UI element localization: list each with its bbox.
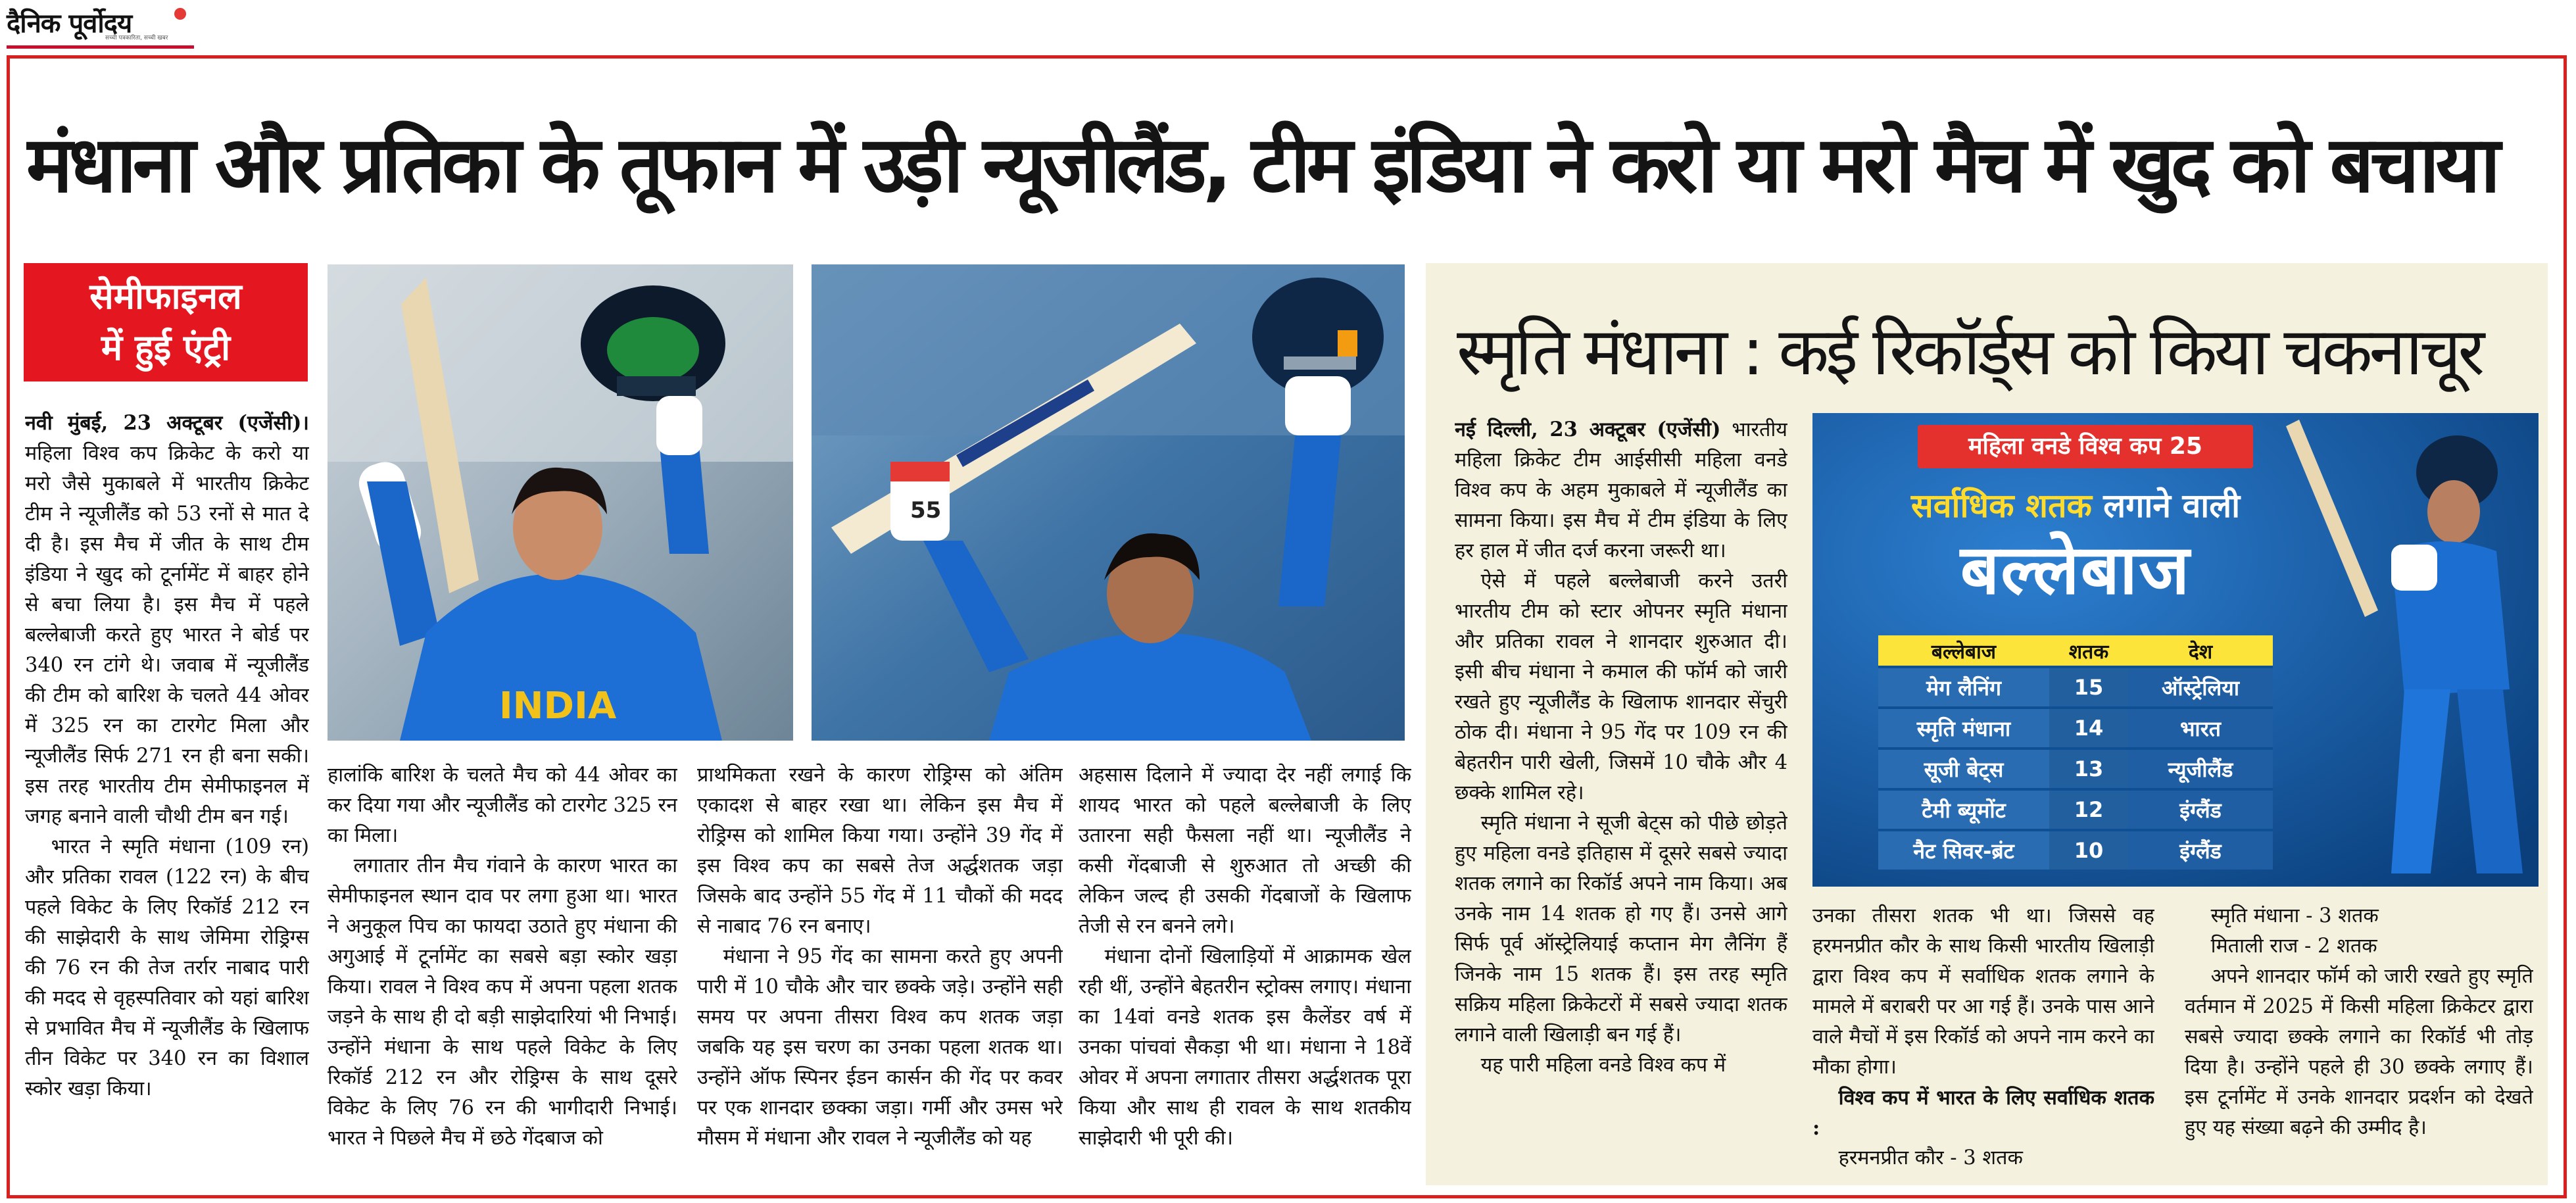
story-paragraph: मंधाना दोनों खिलाड़ियों में आक्रामक खेल रही थीं, उन्होंने बेहतरीन स्ट्रोक्स लगाए। मंधाना का 14वां वनडे शतक इस कैलेंडर वर्ष में उनका पांचवां सैकड़ा भी था। मंधाना ने 18वें ओवर में अपना लगातार तीसरा अर्द्धशतक पूरा किया और साथ ही रावल के साथ शतकीय साझेदारी भी पूरी की। xyxy=(1079,945,1411,1150)
main-headline: मंधाना और प्रतिका के तूफान में उड़ी न्यूजीलैंड, टीम इंडिया ने करो या मरो मैच में खुद को बचाया xyxy=(26,119,2497,210)
graphic-subtitle-highlight: सर्वाधिक शतक xyxy=(1910,487,2092,525)
table-cell: टैमी ब्यूमोंट xyxy=(1878,789,2049,830)
list-item: मिताली राज - 2 शतक xyxy=(2210,935,2377,958)
story-column-1 xyxy=(25,408,309,1184)
story-paragraph: भारत ने स्मृति मंधाना (109 रन) और प्रतिका रावल (122 रन) के बीच पहले विकेट के लिए रिकॉर्ड 212 रन की साझेदारी के साथ जेमिमा रोड्रिग्स की 76 रन की तेज तर्रार नाबाद पारी की मदद से वृहस्पतिवार को यहां बारिश से प्रभावित मैच में न्यूजीलैंड के खिलाफ तीन विकेट पर 340 रन का विशाल स्कोर खड़ा किया। xyxy=(25,835,309,1100)
graphic-pill-title: महिला वनडे विश्व कप 25 xyxy=(1918,425,2253,468)
table-row xyxy=(1878,749,2273,789)
table-cell: 13 xyxy=(2049,749,2128,789)
table-cell: 14 xyxy=(2049,708,2128,749)
sidebar-column-3 xyxy=(2185,901,2533,1184)
bat-number: 55 xyxy=(910,497,942,524)
table-header: शतक xyxy=(2049,635,2128,667)
story-paragraph: मंधाना ने 95 गेंद का सामना करते हुए अपनी पारी में 10 चौके और चार छक्के जड़े। उन्होंने सही समय पर अपना तीसरा विश्व कप शतक जड़ा जबकि यह इस चरण का उनका पहला शतक था। उन्होंने ऑफ स्पिनर ईडन कार्सन की गेंद पर कवर पर एक शानदार छक्का जड़ा। गर्मी और उमस भरे मौसम में मंधाना और रावल ने न्यूजीलैंड को यह xyxy=(697,945,1063,1150)
jersey-text: INDIA xyxy=(498,685,617,727)
table-cell: मेग लैनिंग xyxy=(1878,667,2049,708)
sidebar-headline: स्मृति मंधाना : कई रिकॉर्ड्स को किया चकनाचूर xyxy=(1457,313,2482,390)
story-paragraph: लगातार तीन मैच गंवाने के कारण भारत का सेमीफाइनल स्थान दाव पर लगा हुआ था। भारत ने अनुकूल पिच का फायदा उठाते हुए मंधाना की अगुआई में टूर्नामेंट का सबसे बड़ा स्कोर खड़ा किया। रावल ने विश्व कप में अपना पहला शतक जड़ने के साथ ही दो बड़ी साझेदारियां भी निभाई। उन्होंने मंधाना के साथ पहले विकेट के लिए रिकॉर्ड 212 रन और रोड्रिग्स के साथ दूसरे विकेट के लिए 76 रन की भागीदारी निभाई। भारत ने पिछले मैच में छठे गेंदबाज को xyxy=(328,854,677,1150)
sidebar-dateline: नई दिल्ली, 23 अक्टूबर (एजेंसी) xyxy=(1455,418,1721,441)
masthead xyxy=(7,4,197,50)
table-cell: इंग्लैंड xyxy=(2128,830,2273,870)
story-paragraph: यह पारी महिला वनडे विश्व कप में xyxy=(1480,1054,1726,1077)
dateline: नवी मुंबई, 23 अक्टूबर (एजेंसी)। xyxy=(25,411,309,435)
list-item: स्मृति मंधाना - 3 शतक xyxy=(2210,904,2379,927)
table-cell: स्मृति मंधाना xyxy=(1878,708,2049,749)
masthead-rule xyxy=(7,45,194,49)
newspaper-name: दैनिक पूर्वोदय xyxy=(7,9,132,39)
story-column-3 xyxy=(697,760,1063,1181)
story-paragraph: हालांकि बारिश के चलते मैच को 44 ओवर का कर दिया गया और न्यूजीलैंड को टारगेट 325 रन का मिला। xyxy=(328,764,677,847)
story-paragraph: भारतीय महिला क्रिकेट टीम आईसीसी महिला वनडे विश्व कप के अहम मुकाबले में न्यूजीलैंड का सामना किया। इस मैच में टीम इंडिया के लिए हर हाल में जीत दर्ज करना जरूरी था। xyxy=(1455,418,1787,562)
story-paragraph: प्राथमिकता रखने के कारण रोड्रिग्स को अंतिम एकादश से बाहर रखा था। लेकिन इस मैच में रोड्रिग्स को शामिल किया गया। उन्होंने 39 गेंद में इस विश्व कप का सबसे तेज अर्द्धशतक जड़ा जिसके बाद उन्होंने 55 गेंद में 11 चौकों की मदद से नाबाद 76 रन बनाए। xyxy=(697,764,1063,938)
table-cell: 10 xyxy=(2049,830,2128,870)
table-header-row xyxy=(1878,635,2273,667)
table-row xyxy=(1878,708,2273,749)
masthead-tagline: सच्ची पत्रकारिता, सच्ची खबर xyxy=(105,35,168,41)
table-cell: 12 xyxy=(2049,789,2128,830)
photo-illustration xyxy=(328,264,793,741)
photo-illustration xyxy=(812,264,1405,741)
kicker-line-1: सेमीफाइनल xyxy=(89,276,242,317)
table-cell: नैट सिवर-ब्रंट xyxy=(1878,830,2049,870)
table-row xyxy=(1878,830,2273,870)
graphic-subtitle-rest: लगाने वाली xyxy=(2091,487,2241,525)
logo-dot xyxy=(174,8,186,20)
story-paragraph: अपने शानदार फॉर्म को जारी रखते हुए स्मृति वर्तमान में 2025 में किसी महिला क्रिकेटर द्वारा सबसे ज्यादा छक्के लगाने का रिकॉर्ड भी तोड़ दिया है। उन्होंने पहले ही 30 छक्के लगाए हैं। इस टूर्नामेंट में उनके शानदार प्रदर्शन को देखते हुए यह संख्या बढ़ने की उम्मीद है। xyxy=(2185,965,2533,1139)
story-paragraph: महिला विश्व कप क्रिकेट के करो या मरो जैसे मुकाबले में भारतीय क्रिकेट टीम ने न्यूजीलैंड को 53 रनों से मात दे दी है। इस मैच में जीत के साथ टीम इंडिया ने खुद को टूर्नामेंट में बाहर होने से बचा लिया है। इस मैच में पहले बल्लेबाजी करते हुए भारत ने बोर्ड पर 340 रन टांगे थे। जवाब में न्यूजीलैंड की टीम को बारिश के चलते 44 ओवर में 325 रन का टारगेट मिला और न्यूजीलैंड सिर्फ 271 रन ही बना सकी। इस तरह भारतीय टीम सेमीफाइनल में जगह बनाने वाली चौथी टीम बन गई। xyxy=(25,442,309,828)
batters-graphic xyxy=(1812,413,2539,887)
story-bold-line: विश्व कप में भारत के लिए सर्वाधिक शतक : xyxy=(1812,1086,2154,1140)
table-cell: 15 xyxy=(2049,667,2128,708)
kicker-box xyxy=(24,263,308,381)
table-cell: न्यूजीलैंड xyxy=(2128,749,2273,789)
graphic-subtitle xyxy=(1845,476,2306,535)
story-column-4 xyxy=(1079,760,1411,1181)
centuries-table xyxy=(1878,635,2273,870)
story-paragraph: उनका तीसरा शतक भी था। जिससे वह हरमनप्रीत कौर के साथ किसी भारतीय खिलाड़ी द्वारा विश्व कप में सर्वाधिक शतक लगाने के मामले में बराबरी पर आ गई हैं। उनके पास आने वाले मैचों में इस रिकॉर्ड को अपने नाम करने का मौका होगा। xyxy=(1812,904,2154,1079)
sidebar-column-2 xyxy=(1812,901,2154,1184)
story-paragraph: ऐसे में पहले बल्लेबाजी करने उतरी भारतीय टीम को स्टार ओपनर स्मृति मंधाना और प्रतिका रावल ने शानदार शुरुआत दी। इसी बीच मंधाना ने कमाल की फॉर्म को जारी रखते हुए न्यूजीलैंड के खिलाफ शानदार सेंचुरी ठोक दी। मंधाना ने 95 गेंद पर 109 रन की बेहतरीन पारी खेली, जिसमें 10 चौके और 4 छक्के शामिल रहे। xyxy=(1455,570,1787,804)
table-cell: सूजी बेट्स xyxy=(1878,749,2049,789)
table-cell: इंग्लैंड xyxy=(2128,789,2273,830)
table-header: देश xyxy=(2128,635,2273,667)
photo-pratika-rawal xyxy=(812,264,1405,741)
story-paragraph: स्मृति मंधाना ने सूजी बेट्स को पीछे छोड़ते हुए महिला वनडे इतिहास में दूसरे सबसे ज्यादा शतक लगाने का रिकॉर्ड अपने नाम किया। अब उनके नाम 14 शतक हो गए हैं। उनसे आगे सिर्फ पूर्व ऑस्ट्रेलियाई कप्तान मेग लैनिंग हैं जिनके नाम 15 शतक हैं। इस तरह स्मृति सक्रिय महिला क्रिकेटरों में सबसे ज्यादा शतक लगाने वाली खिलाड़ी बन गई हैं। xyxy=(1455,812,1787,1046)
table-row xyxy=(1878,789,2273,830)
story-column-2 xyxy=(328,760,677,1181)
story-paragraph: अहसास दिलाने में ज्यादा देर नहीं लगाई कि शायद भारत को पहले बल्लेबाजी के लिए उतारना सही फैसला नहीं था। न्यूजीलैंड ने कसी गेंदबाजी से शुरुआत तो अच्छी की लेकिन जल्द ही उसकी गेंदबाजों के खिलाफ तेजी से रन बनने लगे। xyxy=(1079,764,1411,938)
table-header: बल्लेबाज xyxy=(1878,635,2049,667)
kicker-line-2: में हुई एंट्री xyxy=(101,327,231,368)
table-cell: ऑस्ट्रेलिया xyxy=(2128,667,2273,708)
table-cell: भारत xyxy=(2128,708,2273,749)
photo-smriti-mandhana xyxy=(328,264,793,741)
table-row xyxy=(1878,667,2273,708)
sidebar-column-1 xyxy=(1455,414,1787,1185)
graphic-big-word: बल्लेबाज xyxy=(1960,529,2191,610)
list-item: हरमनप्रीत कौर - 3 शतक xyxy=(1838,1146,2023,1169)
